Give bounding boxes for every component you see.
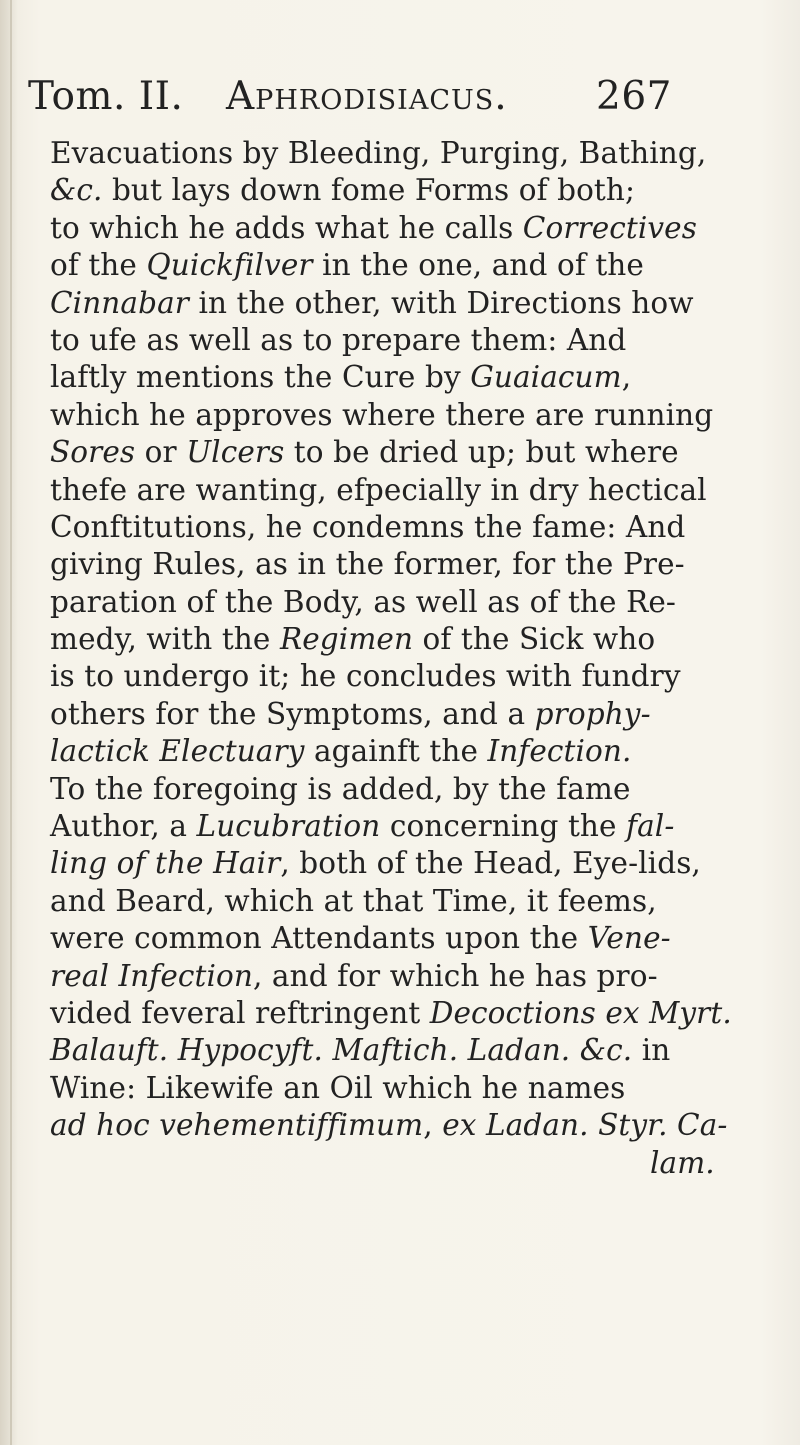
- text-segment: of the: [50, 248, 147, 283]
- text-line: [50, 658, 750, 695]
- text-segment: concerning the: [380, 809, 627, 844]
- italic-segment: Vene-: [587, 921, 671, 956]
- text-segment: in the one, and of the: [312, 248, 644, 283]
- text-line: [50, 771, 750, 808]
- text-line: [50, 1107, 750, 1144]
- italic-segment: Regimen: [279, 622, 414, 657]
- text-segment: is to undergo it; he concludes with fundry: [50, 659, 681, 694]
- text-line: [50, 397, 750, 434]
- text-segment: of the Sick who: [413, 622, 656, 657]
- text-segment: to ufe as well as to prepare them: And: [50, 322, 627, 357]
- text-line: [50, 322, 750, 359]
- text-line: [50, 135, 750, 172]
- text-segment: others for the Symptoms, and a: [50, 696, 535, 731]
- text-line: [50, 546, 750, 583]
- text-segment: giving Rules, as in the former, for the Pre-: [50, 547, 685, 582]
- text-segment: were common Attendants upon the: [50, 921, 588, 956]
- text-segment: laftly mentions the Cure by: [50, 360, 471, 395]
- text-line: [50, 1070, 750, 1107]
- text-segment: againft the: [304, 734, 488, 769]
- italic-segment: Infection.: [487, 734, 632, 769]
- italic-segment: Correctives: [522, 210, 697, 245]
- tome-label: Tom. II.: [28, 74, 184, 119]
- running-title: Aphrodisiacus.: [226, 74, 508, 119]
- text-line: [50, 584, 750, 621]
- body-text: [50, 135, 750, 1182]
- text-line: [50, 883, 750, 920]
- text-segment: or: [135, 435, 187, 470]
- italic-segment: Ulcers: [186, 435, 285, 470]
- italic-segment: real Infection: [50, 958, 253, 993]
- italic-segment: Quickfilver: [146, 248, 313, 283]
- text-segment: which he approves where there are running: [50, 397, 714, 432]
- italic-segment: Sores: [50, 435, 136, 470]
- text-line: [50, 696, 750, 733]
- text-line: [50, 621, 750, 658]
- text-line: [50, 285, 750, 322]
- italic-segment: &c.: [50, 173, 103, 208]
- text-line: [50, 434, 750, 471]
- text-line: [50, 845, 750, 882]
- text-segment: Author, a: [50, 809, 197, 844]
- text-segment: thefe are wanting, efpecially in dry hectical: [50, 472, 707, 507]
- text-segment: Conftitutions, he condemns the fame: And: [50, 509, 686, 544]
- text-line: [50, 1032, 750, 1069]
- text-line: [50, 509, 750, 546]
- text-segment: to be dried up; but where: [284, 435, 679, 470]
- text-segment: in the other, with Directions how: [188, 285, 694, 320]
- text-segment: medy, with the: [50, 622, 280, 657]
- italic-segment: lactick Electuary: [50, 734, 305, 769]
- text-segment: , both of the Head, Eye-lids,: [280, 846, 701, 881]
- italic-segment: Lucubration: [196, 809, 381, 844]
- text-line: [50, 920, 750, 957]
- text-line: [50, 247, 750, 284]
- italic-segment: lam.: [650, 1145, 715, 1180]
- text-segment: and Beard, which at that Time, it feems,: [50, 883, 657, 918]
- italic-segment: ling of the Hair: [50, 846, 281, 881]
- spine-shadow: [0, 0, 18, 1445]
- italic-segment: Balauft. Hypocyft. Maftich. Ladan. &c.: [50, 1033, 633, 1068]
- italic-segment: Guaiacum: [470, 360, 622, 395]
- text-segment: paration of the Body, as well as of the Re-: [50, 584, 677, 619]
- text-line: [50, 958, 750, 995]
- text-segment: vided feveral reftringent: [50, 995, 430, 1030]
- text-line: [50, 472, 750, 509]
- text-segment: ,: [423, 1108, 443, 1143]
- italic-segment: Cinnabar: [50, 285, 189, 320]
- page-number: 267: [596, 74, 672, 119]
- text-segment: , and for which he has pro-: [252, 958, 658, 993]
- italic-segment: Decoctions ex Myrt.: [429, 995, 732, 1030]
- text-line: [50, 210, 750, 247]
- italic-segment: fal-: [626, 809, 675, 844]
- text-segment: to which he adds what he calls: [50, 210, 523, 245]
- text-line: [50, 172, 750, 209]
- italic-segment: prophy-: [534, 696, 651, 731]
- text-line: [50, 1145, 750, 1182]
- text-segment: Wine: Likewife an Oil which he names: [50, 1070, 626, 1105]
- text-segment: in: [632, 1033, 671, 1068]
- running-header: [28, 72, 728, 122]
- italic-segment: ex Ladan. Styr. Ca-: [442, 1108, 728, 1143]
- page-edge-rule: [10, 0, 12, 1445]
- text-segment: but lays down fome Forms of both;: [102, 173, 636, 208]
- text-segment: ,: [621, 360, 632, 395]
- text-line: [50, 995, 750, 1032]
- text-segment: To the foregoing is added, by the fame: [50, 771, 631, 806]
- text-segment: Evacuations by Bleeding, Purging, Bathing,: [50, 136, 707, 170]
- italic-segment: ad hoc vehementiffimum: [50, 1108, 424, 1143]
- text-line: [50, 808, 750, 845]
- text-line: [50, 359, 750, 396]
- text-line: [50, 733, 750, 770]
